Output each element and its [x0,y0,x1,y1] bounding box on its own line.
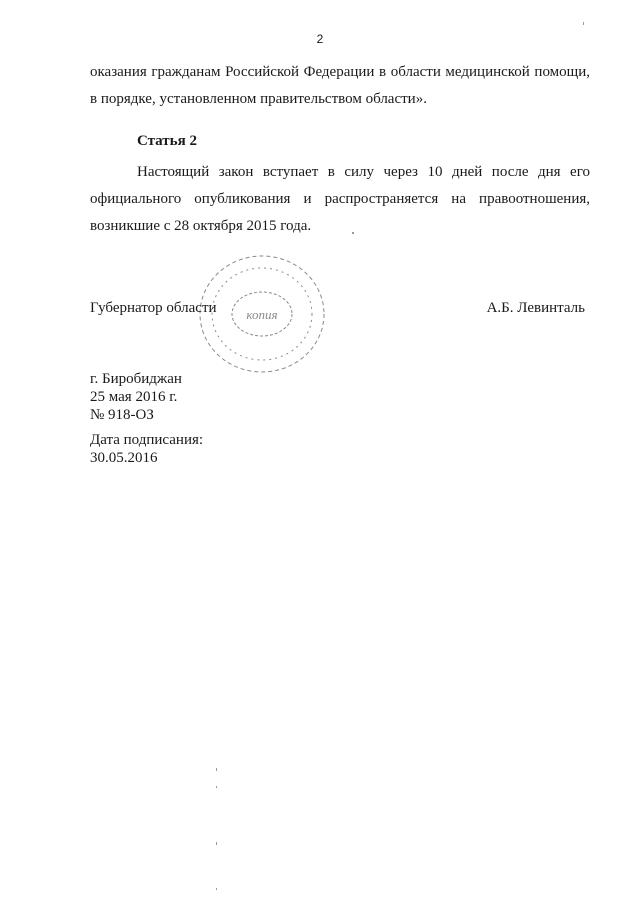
continuation-line-1: оказания гражданам Российской Федерации в области медицинской помощи, [90,64,590,80]
stamp-text: копия [246,307,278,322]
scan-speck [216,842,217,845]
place-date-block [90,370,182,424]
scan-speck [216,768,217,771]
page-number: 2 [316,32,324,46]
signature-row [90,300,585,324]
law-date: 25 мая 2016 г. [90,389,178,405]
city: г. Биробиджан [90,371,182,387]
signatory-name: А.Б. Левинталь [486,300,585,316]
signing-label: Дата подписания: [90,432,204,448]
law-number: № 918-ОЗ [90,407,154,423]
article-line-2: официального опубликования и распространяется на правоотношения, [90,191,590,207]
scan-speck [583,22,584,25]
scan-speck [216,786,217,788]
continuation-line-2: в порядке, установленном правительством области». [90,91,427,107]
signing-date: 30.05.2016 [90,450,158,466]
article-line-1: Настоящий закон вступает в силу через 10 дней после дня его [137,164,590,180]
article-line-3: возникшие с 28 октября 2015 года. [90,218,312,234]
scan-speck [216,888,217,890]
signing-block [90,431,203,467]
article-heading: Статья 2 [137,133,197,149]
scan-speck [352,232,354,234]
signatory-title: Губернатор области [90,300,217,316]
